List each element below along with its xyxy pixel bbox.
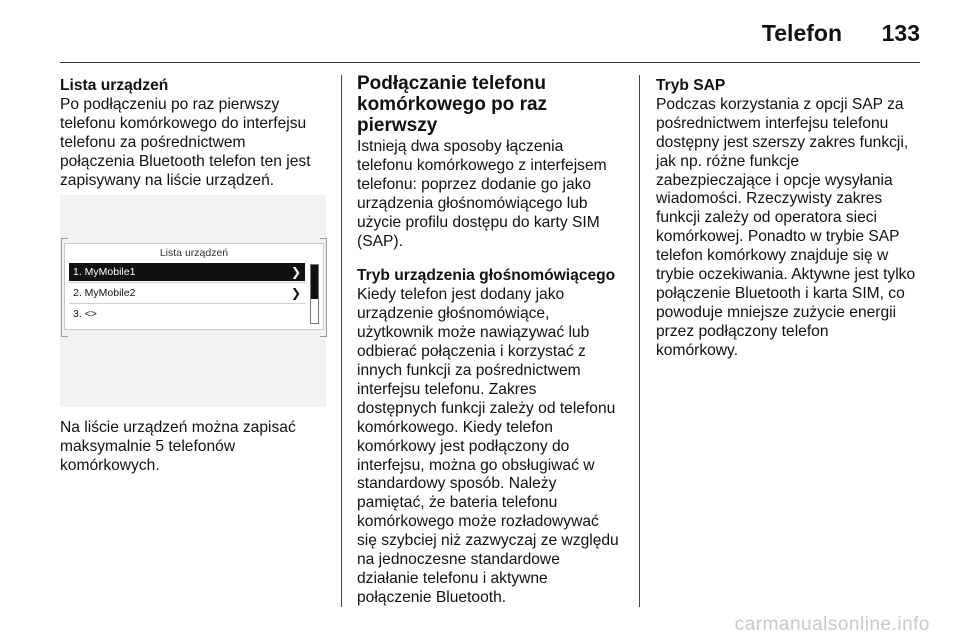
watermark: carmanualsonline.info bbox=[734, 614, 930, 635]
section-body-handsfree-mode: Kiedy telefon jest dodany jako urządzenie głośnomówiące, użytkownik może nawiązywać lub odbierać połączenia i korzystać z innych funkcji za pośrednictwem interfejsu telefonu. Zakres dostępnych funkcji zależy od telefonu komórkowego. Kiedy telefon komórkowy jest podłączony do interfejsu, można go obsługiwać w standardowy sposób. Należy pamiętać, że bateria telefonu komórkowego może rozładowywać się szybciej niż zazwyczaj ze względu na jednoczesne standardowe działanie telefonu i aktywne połączenie Bluetooth. bbox=[357, 286, 619, 606]
infotainment-screen bbox=[64, 243, 324, 330]
column-divider-2 bbox=[639, 75, 640, 607]
figure-caption: Na liście urządzeń można zapisać maksymalnie 5 telefonów komórkowych. bbox=[60, 419, 296, 474]
device-label: 3. <> bbox=[73, 308, 97, 320]
scrollbar-thumb[interactable] bbox=[311, 265, 318, 299]
device-label: 2. MyMobile2 bbox=[73, 287, 136, 299]
column-2 bbox=[357, 73, 625, 608]
column-1 bbox=[60, 77, 330, 190]
column-divider-1 bbox=[341, 75, 342, 607]
device-list-item-2[interactable] bbox=[69, 284, 305, 302]
section-body-sap-mode: Podczas korzystania z opcji SAP za pośrednictwem interfejsu telefonu dostępny jest szerszy zakres funkcji, jak np. różne funkcje zabezpieczające i opcje wysyłania wiadomości. Rzeczywisty zakres funkcji zależy od operatora sieci komórkowej. Ponadto w trybie SAP telefon komórkowy znajduje się w trybie oczekiwania. Aktywne jest tylko połączenie Bluetooth i karta SIM, co powoduje mniejsze zużycie energii przez podłączony telefon komórkowy. bbox=[656, 95, 916, 359]
page-number: 133 bbox=[881, 20, 920, 46]
page-header bbox=[60, 20, 920, 60]
header-rule bbox=[60, 62, 920, 63]
chevron-right-icon: ❯ bbox=[290, 265, 301, 279]
section-heading-first-connection: Podłączanie telefonu komórkowego po raz pierwszy bbox=[357, 73, 548, 136]
device-list-screenshot bbox=[60, 195, 326, 407]
section-heading-device-list: Lista urządzeń bbox=[60, 77, 169, 94]
screen-title: Lista urządzeń bbox=[159, 247, 229, 259]
column-3 bbox=[656, 77, 922, 361]
section-body-device-list: Po podłączeniu po raz pierwszy telefonu komórkowego do interfejsu telefonu za pośrednictwem połączenia Bluetooth telefon ten jest zapisywany na liście urządzeń. bbox=[60, 95, 311, 189]
list-divider bbox=[69, 282, 305, 283]
section-heading-sap-mode: Tryb SAP bbox=[656, 77, 726, 94]
device-list-item-1[interactable] bbox=[69, 263, 305, 281]
scrollbar[interactable] bbox=[310, 264, 319, 324]
device-label: 1. MyMobile1 bbox=[73, 266, 136, 278]
chevron-right-icon: ❯ bbox=[290, 286, 301, 300]
section-body-first-connection: Istnieją dwa sposoby łączenia telefonu komórkowego z interfejsem telefonu: poprzez dodanie go jako urządzenia głośnomówiącego lub użycie profilu dostępu do karty SIM (SAP). bbox=[357, 138, 607, 250]
list-divider bbox=[69, 303, 305, 304]
section-heading-handsfree-mode: Tryb urządzenia głośnomówiącego bbox=[357, 267, 616, 285]
page-title: Telefon bbox=[761, 20, 842, 46]
device-list-item-3[interactable] bbox=[69, 305, 305, 323]
